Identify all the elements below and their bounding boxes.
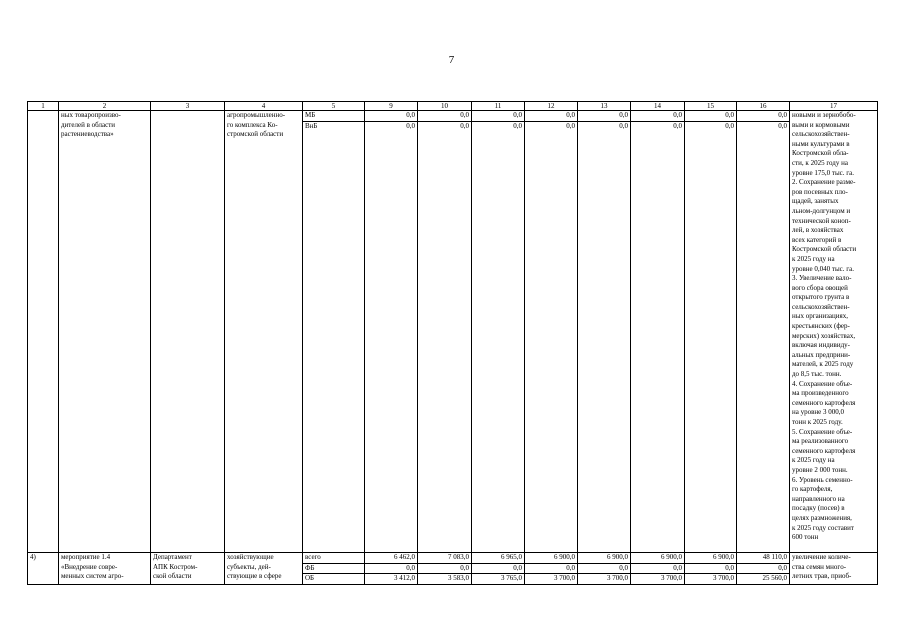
item-number-cell [28, 111, 59, 553]
executor-cell [151, 111, 225, 553]
header-cell: 13 [578, 102, 631, 111]
amount-value: 0,0 [631, 121, 684, 132]
amount-cell [685, 553, 737, 585]
amount-value: 6 900,0 [554, 553, 575, 561]
amount-value: 0,0 [737, 563, 789, 574]
amount-value: 0,0 [525, 121, 577, 132]
amount-value: 3 700,0 [578, 573, 630, 584]
header-cell: 10 [418, 102, 472, 111]
header-cell: 17 [790, 102, 878, 111]
result-cell: увеличение количе- ства семян многo- летних трав, приоб- [790, 553, 878, 585]
amount-value: 0,0 [631, 563, 684, 574]
amount-value: 0,0 [737, 121, 789, 132]
amount-value: 0,0 [619, 111, 628, 119]
header-cell: 16 [737, 102, 790, 111]
amount-value: 48 110,0 [762, 553, 787, 561]
header-cell: 14 [631, 102, 685, 111]
header-cell: 2 [59, 102, 151, 111]
funding-source: ОБ [303, 573, 364, 584]
item-row [28, 553, 878, 585]
amount-value: 0,0 [472, 563, 524, 574]
header-cell: 9 [365, 102, 418, 111]
header-cell: 15 [685, 102, 737, 111]
amount-cell [631, 111, 685, 553]
amount-value: 3 412,0 [365, 573, 417, 584]
amount-value: 0,0 [513, 111, 522, 119]
amount-value: 6 900,0 [713, 553, 734, 561]
amount-value: 0,0 [685, 563, 736, 574]
amount-cell [472, 111, 525, 553]
amount-value: 6 900,0 [661, 553, 682, 561]
amount-value: 0,0 [566, 111, 575, 119]
header-cell: 5 [303, 102, 365, 111]
amount-value: 0,0 [472, 121, 524, 132]
header-cell: 1 [28, 102, 59, 111]
amount-cell [685, 111, 737, 553]
amount-cell [737, 553, 790, 585]
amount-value: 0,0 [418, 121, 471, 132]
amount-value: 0,0 [460, 111, 469, 119]
amount-value: 0,0 [685, 121, 736, 132]
amount-cell [418, 111, 472, 553]
measure-name-cell: мероприятие 1.4 «Внедрение совре- менных систем агро- [59, 553, 151, 585]
amount-cell [578, 553, 631, 585]
amount-value: 3 765,0 [472, 573, 524, 584]
result-cell: новыми и зернобобо- выми и кормовыми сельскохозяйствен- ными культурами в Костромской обла- сти, к 2025 году на уровне 175,0 тыс. га. 2. Сохранение разме- ров посевных пло- щадей, занятых льном-долгунцом и технической коноп- лей, в хозяйствах всех категорий в Костромской области к 2025 году на уровне 0,040 тыс. га. 3. Увеличение вало- вого сбора овощей открытого грунта в сельскохозяйствен- ных организациях, крестьянских (фер- мерских) хозяйствах, включая индивиду- альных предприни- мателей, к 2025 году до 8,5 тыс. тонн. 4. Сохранение объе- ма произведенного семенного картофеля на уровне 3 000,0 тонн к 2025 году. 5. Сохранение объе- ма реализованного семенного картофеля к 2025 году на уровне 2 000 тонн. 6. Уровень семенно- го картофеля, направленного на посадку (посев) в целях размножения, к 2025 году составит 600 тонн [790, 111, 878, 553]
amount-cell [365, 553, 418, 585]
amount-value: 6 965,0 [501, 553, 522, 561]
funding-source: ФБ [303, 563, 364, 574]
amount-value: 0,0 [778, 111, 787, 119]
amount-value: 0,0 [725, 111, 734, 119]
item-number-cell: 4) [28, 553, 59, 585]
amount-cell [631, 553, 685, 585]
page-number: 7 [448, 54, 455, 66]
amount-value: 0,0 [673, 111, 682, 119]
amount-value: 3 700,0 [685, 573, 736, 584]
amount-value: 3 583,0 [418, 573, 471, 584]
amount-cell [525, 111, 578, 553]
amount-cell [472, 553, 525, 585]
measure-name-cell: ных товаропроизво- дителей в области растениеводства» [59, 111, 151, 553]
amount-cell [418, 553, 472, 585]
amount-value: 0,0 [365, 121, 417, 132]
funding-source: ВнБ [303, 121, 364, 132]
amount-value: 0,0 [406, 111, 415, 119]
header-row [28, 102, 878, 111]
amount-value: 6 900,0 [607, 553, 628, 561]
executor-cell: Департамент АПК Костром- ской области [151, 553, 225, 585]
header-cell: 4 [225, 102, 303, 111]
program-table [27, 101, 878, 585]
amount-value: 3 700,0 [525, 573, 577, 584]
participant-cell: хозяйствующие субъекты, дей- ствующие в сфере [225, 553, 303, 585]
amount-value: 0,0 [578, 121, 630, 132]
amount-value: 7 083,0 [448, 553, 469, 561]
header-cell: 3 [151, 102, 225, 111]
amount-value: 25 560,0 [737, 573, 789, 584]
amount-value: 0,0 [365, 563, 417, 574]
continuation-row [28, 111, 878, 553]
participant-cell: агропромышленно- го комплекса Ко- стромской области [225, 111, 303, 553]
amount-value: 0,0 [578, 563, 630, 574]
amount-cell [737, 111, 790, 553]
funding-source: всего [305, 553, 321, 561]
funding-source-cell [303, 111, 365, 553]
amount-cell [525, 553, 578, 585]
header-cell: 12 [525, 102, 578, 111]
funding-source-cell [303, 553, 365, 585]
header-cell: 11 [472, 102, 525, 111]
funding-source: МБ [305, 111, 316, 119]
amount-value: 0,0 [418, 563, 471, 574]
amount-cell [365, 111, 418, 553]
amount-value: 0,0 [525, 563, 577, 574]
amount-cell [578, 111, 631, 553]
amount-value: 3 700,0 [631, 573, 684, 584]
amount-value: 6 462,0 [394, 553, 415, 561]
